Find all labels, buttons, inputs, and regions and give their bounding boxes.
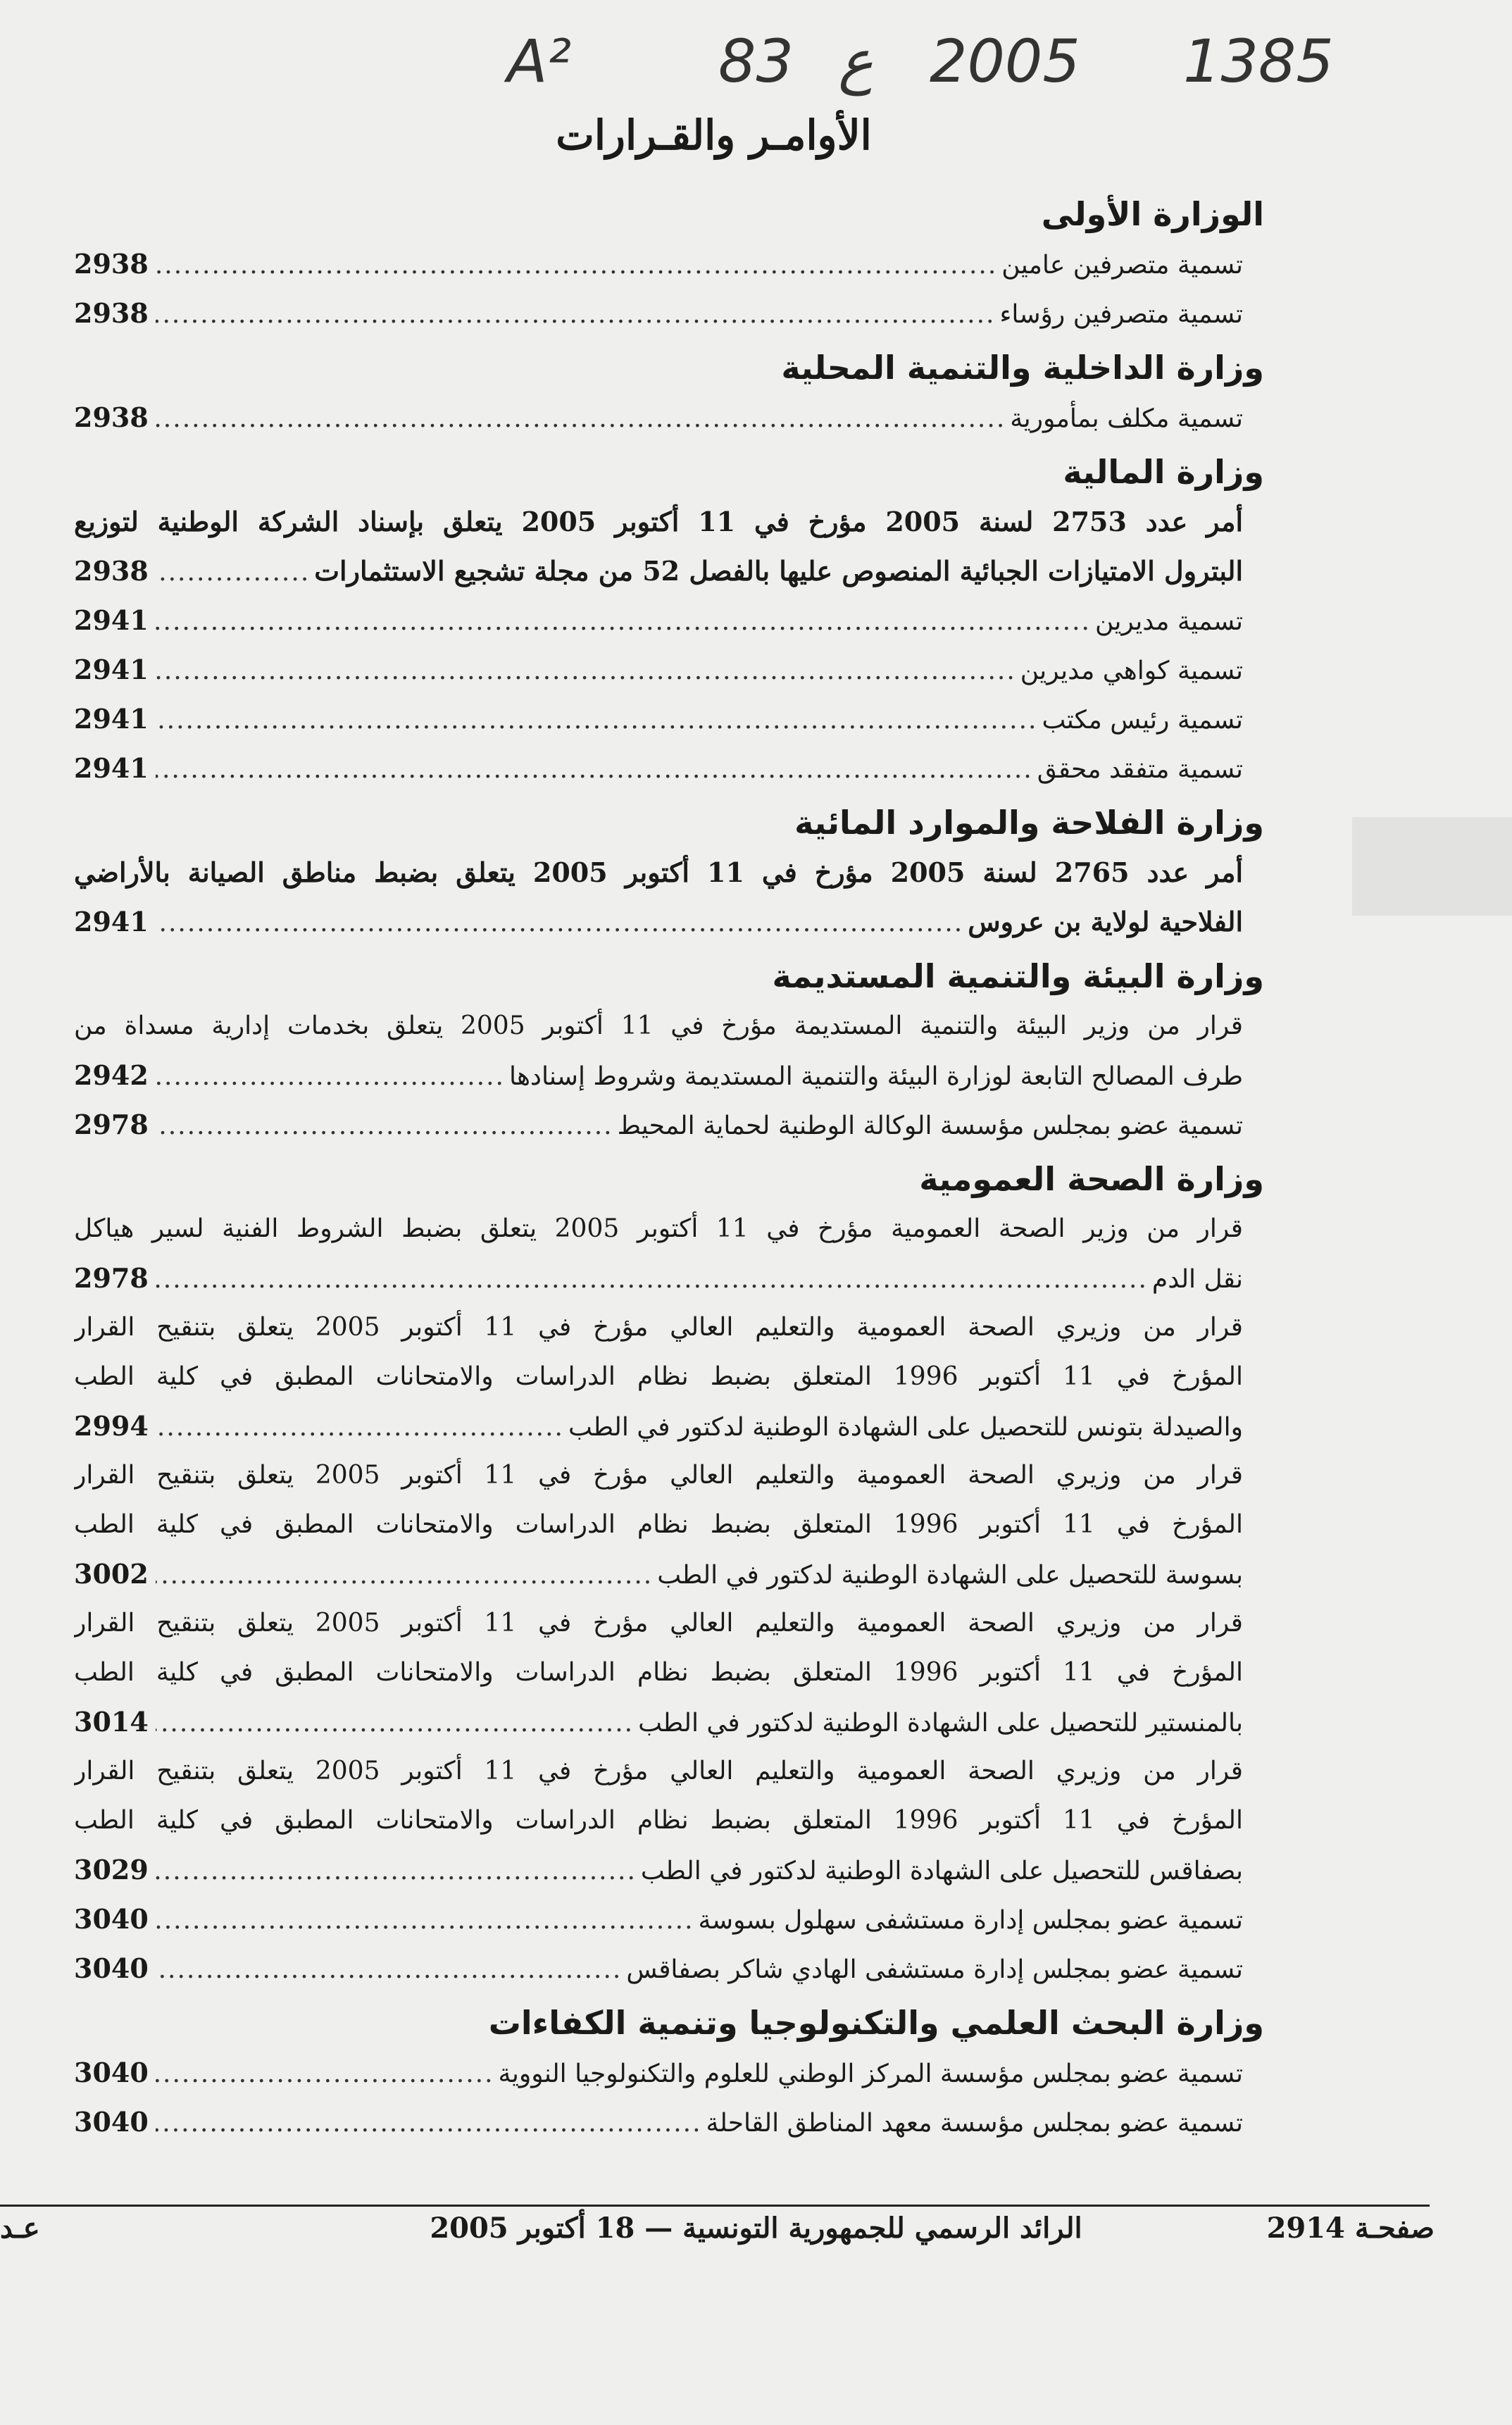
entry-text-line: قرار من وزيري الصحة العمومية والتعليم العالي مؤرخ في 11 أكتوبر 2005 يتعلق بتنقيح القرار — [74, 1461, 1243, 1490]
entry-title: تسمية متفقد محقق — [1037, 755, 1243, 784]
toc-entry — [74, 1944, 1264, 1993]
page-footer — [0, 2212, 1512, 2261]
entry-text-line: أمر عدد 2765 لسنة 2005 مؤرخ في 11 أكتوبر 2005 يتعلق بضبط مناطق الصيانة بالأراضي — [74, 856, 1244, 888]
toc-entry — [74, 1895, 1264, 1944]
ministry-heading: وزارة الصحة العمومية — [919, 1160, 1264, 1198]
ministry-heading: وزارة الفلاحة والموارد المائية — [794, 804, 1264, 842]
entry-title: تسمية عضو بمجلس إدارة مستشفى الهادي شاكر بصفاقس — [626, 1955, 1243, 1984]
scan-shadow — [1352, 817, 1512, 916]
entry-page-number: 2938 — [74, 555, 149, 587]
toc-entry — [74, 393, 1264, 442]
dot-leader — [156, 1052, 505, 1102]
handwritten-ref-3: ع — [838, 27, 874, 96]
footer-page-number: صفحـة 2914 — [1266, 2212, 1435, 2245]
dot-leader — [156, 2099, 702, 2148]
entry-page-number: 2978 — [74, 1109, 149, 1140]
entry-text-line: المؤرخ في 11 أكتوبر 1996 المتعلق بضبط نظام الدراسات والامتحانات المطبق في كلية الطب — [74, 1806, 1243, 1835]
dot-leader — [156, 1847, 637, 1896]
dot-leader — [156, 1403, 564, 1452]
entry-text-line: أمر عدد 2753 لسنة 2005 مؤرخ في 11 أكتوبر 2005 يتعلق بإسناد الشركة الوطنية لتوزيع — [74, 506, 1244, 537]
toc-entry — [74, 1051, 1264, 1100]
ministry-heading: وزارة الداخلية والتنمية المحلية — [781, 349, 1264, 387]
dot-leader — [156, 647, 1016, 696]
entry-title: تسمية عضو بمجلس مؤسسة الوكالة الوطنية لحماية المحيط — [617, 1111, 1243, 1140]
entry-page-number: 3014 — [74, 1706, 149, 1738]
dot-leader — [156, 1255, 1148, 1304]
entry-text-line: المؤرخ في 11 أكتوبر 1996 المتعلق بضبط نظام الدراسات والامتحانات المطبق في كلية الطب — [74, 1510, 1243, 1539]
entry-page-number: 2941 — [74, 604, 149, 636]
dot-leader — [156, 1102, 613, 1151]
entry-title: تسمية مكلف بمأمورية — [1010, 404, 1243, 433]
toc-entry — [74, 547, 1264, 596]
entry-title: تسمية متصرفين عامين — [1001, 251, 1243, 280]
entry-title: تسمية متصرفين رؤساء — [999, 300, 1243, 329]
toc-entry — [74, 1550, 1264, 1599]
entry-page-number: 2941 — [74, 906, 149, 937]
entry-page-number: 2978 — [74, 1262, 149, 1294]
ministry-heading: وزارة البيئة والتنمية المستديمة — [772, 957, 1264, 995]
entry-title: نقل الدم — [1151, 1265, 1243, 1294]
toc-entry — [74, 1697, 1264, 1747]
dot-leader — [156, 696, 1037, 745]
toc-entry — [74, 289, 1264, 338]
dot-leader — [156, 394, 1006, 444]
ministry-heading: وزارة البحث العلمي والتكنولوجيا وتنمية الكفاءات — [488, 2004, 1264, 2042]
toc-entry — [74, 239, 1264, 289]
entry-page-number: 2938 — [74, 297, 149, 329]
entry-title: بصفاقس للتحصيل على الشهادة الوطنية لدكتور في الطب — [640, 1857, 1243, 1885]
entry-title: والصيدلة بتونس للتحصيل على الشهادة الوطنية لدكتور في الطب — [568, 1413, 1243, 1442]
entry-page-number: 3040 — [74, 1952, 149, 1984]
footer-journal-title: الرائد الرسمي للجمهورية التونسية — 18 أكتوبر 2005 — [430, 2212, 1082, 2245]
entry-title: تسمية مديرين — [1094, 607, 1243, 636]
page-title: الأوامـر والقـرارات — [556, 111, 872, 159]
entry-text-line: قرار من وزير البيئة والتنمية المستديمة مؤرخ في 11 أكتوبر 2005 يتعلق بخدمات إدارية مسداة من — [74, 1011, 1244, 1040]
entry-title: طرف المصالح التابعة لوزارة البيئة والتنمية المستديمة وشروط إسنادها — [508, 1062, 1243, 1091]
handwritten-ref-1: A² — [507, 27, 572, 96]
dot-leader — [156, 899, 963, 948]
toc-entry — [74, 645, 1264, 694]
dot-leader — [156, 1896, 694, 1945]
entry-page-number: 2938 — [74, 248, 149, 280]
entry-page-number: 3040 — [74, 2057, 149, 2088]
toc-entry — [74, 694, 1264, 744]
toc-entry — [74, 2048, 1264, 2097]
entry-text-line: قرار من وزيري الصحة العمومية والتعليم العالي مؤرخ في 11 أكتوبر 2005 يتعلق بتنقيح القرار — [74, 1757, 1243, 1785]
toc-entry — [74, 1402, 1264, 1451]
ministry-heading: الوزارة الأولى — [1041, 195, 1264, 233]
toc-entry — [74, 1100, 1264, 1149]
dot-leader — [156, 745, 1033, 794]
entry-page-number: 2941 — [74, 654, 149, 685]
dot-leader — [156, 548, 310, 597]
toc-entry — [74, 596, 1264, 645]
entry-title: تسمية عضو بمجلس إدارة مستشفى سهلول بسوسة — [698, 1906, 1243, 1935]
handwritten-ref-4: 2005 — [930, 27, 1080, 96]
entry-text-line: قرار من وزيري الصحة العمومية والتعليم العالي مؤرخ في 11 أكتوبر 2005 يتعلق بتنقيح القرار — [74, 1313, 1243, 1342]
entry-title: بسوسة للتحصيل على الشهادة الوطنية لدكتور في الطب — [657, 1561, 1243, 1590]
entry-title: تسمية عضو بمجلس مؤسسة المركز الوطني للعلوم والتكنولوجيا النووية — [498, 2059, 1243, 2088]
dot-leader — [156, 290, 995, 339]
handwritten-ref-5: 1385 — [1183, 27, 1334, 96]
dot-leader — [156, 1551, 653, 1600]
footer-edge-text: عـد — [0, 2212, 40, 2245]
entry-title: الفلاحية لولاية بن عروس — [968, 906, 1243, 937]
toc-entry — [74, 744, 1264, 793]
handwritten-reference — [507, 27, 1380, 104]
dot-leader — [156, 597, 1091, 647]
entry-title: تسمية عضو بمجلس مؤسسة معهد المناطق القاحلة — [706, 2109, 1243, 2138]
entry-page-number: 2938 — [74, 401, 149, 433]
dot-leader — [156, 2050, 494, 2099]
dot-leader — [156, 1699, 634, 1748]
entry-text-line: قرار من وزيري الصحة العمومية والتعليم العالي مؤرخ في 11 أكتوبر 2005 يتعلق بتنقيح القرار — [74, 1609, 1243, 1638]
toc-entry — [74, 1254, 1264, 1303]
entry-text-line: المؤرخ في 11 أكتوبر 1996 المتعلق بضبط نظام الدراسات والامتحانات المطبق في كلية الطب — [74, 1362, 1243, 1391]
toc-entry — [74, 897, 1264, 947]
entry-page-number: 2941 — [74, 703, 149, 735]
entry-title: بالمنستير للتحصيل على الشهادة الوطنية لدكتور في الطب — [638, 1709, 1243, 1738]
entry-title: تسمية رئيس مكتب — [1042, 706, 1243, 735]
entry-page-number: 3029 — [74, 1854, 149, 1885]
toc-entry — [74, 2097, 1264, 2147]
dot-leader — [156, 1945, 622, 1995]
entry-page-number: 3040 — [74, 2106, 149, 2138]
entry-page-number: 3002 — [74, 1558, 149, 1590]
entry-page-number: 3040 — [74, 1903, 149, 1935]
entry-page-number: 2994 — [74, 1410, 149, 1442]
ministry-heading: وزارة المالية — [1063, 453, 1264, 491]
entry-page-number: 2941 — [74, 752, 149, 784]
entry-page-number: 2942 — [74, 1059, 149, 1091]
entry-title: البترول الامتيازات الجبائية المنصوص عليها بالفصل 52 من مجلة تشجيع الاستثمارات — [314, 555, 1243, 587]
footer-rule — [0, 2205, 1430, 2207]
handwritten-ref-2: 83 — [718, 27, 794, 96]
table-of-contents — [74, 185, 1264, 2147]
entry-text-line: قرار من وزير الصحة العمومية مؤرخ في 11 أكتوبر 2005 يتعلق بضبط الشروط الفنية لسير هياكل — [74, 1214, 1243, 1243]
entry-title: تسمية كواهي مديرين — [1020, 656, 1243, 685]
dot-leader — [156, 241, 997, 290]
toc-entry — [74, 1845, 1264, 1895]
entry-text-line: المؤرخ في 11 أكتوبر 1996 المتعلق بضبط نظام الدراسات والامتحانات المطبق في كلية الطب — [74, 1658, 1243, 1687]
